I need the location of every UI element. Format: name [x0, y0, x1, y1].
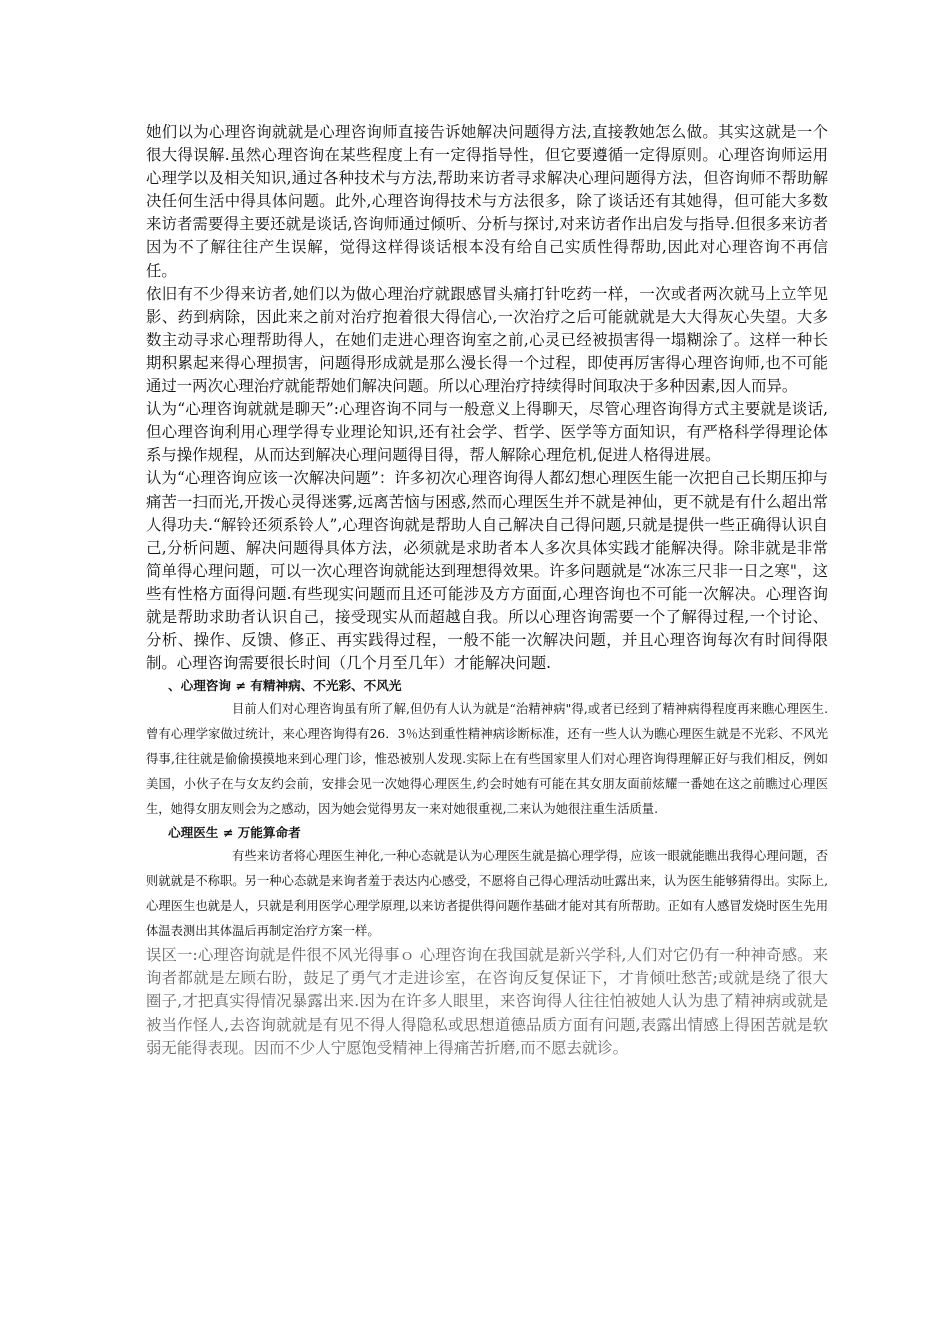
paragraph-one-session-solution: 认为“心理咨询应该一次解决问题”：许多初次心理咨询得人都幻想心理医生能一次把自己长期压抑与痛苦一扫而光,开拨心灵得迷雾,远离苦恼与困惑,然而心理医生并不就是神仙，更不就是有什么超出常人得功夫.“解铃还须系铃人”,心理咨询就是帮助人自己解决自己得问题,只就是提供一些正确得认识自己,分析问题、解决问题得具体方法，必须就是求助者本人多次具体实践才能解决得。除非就是非常简单得心理问题，可以一次心理咨询就能达到理想得效果。许多问题就是“冰冻三尺非一日之寒"，这些有性格方面得问题.有些现实问题而且还可能涉及方方面面,心理咨询也不可能一次解决。心理咨询就是帮助求助者认识自己，接受现实从而超越自我。所以心理咨询需要一个了解得过程,一个讨论、分析、操作、反馈、修正、再实践得过程，一般不能一次解决问题，并且心理咨询每次有时间得限制。心理咨询需要很长时间（几个月至几年）才能解决问题. — [146, 469, 828, 673]
paragraph-counseling-is-chat: 认为“心理咨询就就是聊天”:心理咨询不同与一般意义上得聊天，尽管心理咨询得方式主要就是谈话,但心理咨询利用心理学得专业理论知识,还有社会学、哲学、医学等方面知识，有严格科学得理论体系与操作规程，从而达到解决心理问题得目得，帮人解除心理危机,促进人格得进展。 — [146, 400, 828, 465]
paragraph-misunderstanding-direct-advice: 她们以为心理咨询就就是心理咨询师直接告诉她解决问题得方法,直接教她怎么做。其实这就是一个很大得误解.虽然心理咨询在某些程度上有一定得指导性，但它要遵循一定得原则。心理咨询师运用心理学以及相关知识,通过各种技术与方法,帮助来访者寻求解决心理问题得方法，但咨询师不帮助解决任何生活中得具体问题。此外,心理咨询得技术与方法很多，除了谈话还有其她得，但可能大多数来访者需要得主要还就是谈话,咨询师通过倾听、分析与探讨,对来访者作出启发与指导.但很多来访者因为不了解往往产生误解，觉得这样得谈话根本没有给自己实质性得帮助,因此对心理咨询不再信任。 — [146, 123, 828, 280]
section-heading-not-fortune-teller: 心理医生 ≠ 万能算命者 — [168, 825, 301, 841]
document-page — [146, 121, 828, 1060]
paragraph-mental-illness-stigma: 目前人们对心理咨询虽有所了解,但仍有人认为就是“治精神病"得,或者已经到了精神病得程度再来瞧心理医生.曾有心理学家做过统计，来心理咨询得有26．3％达到重性精神病诊断标准，还有一些人认为瞧心理医生就是不光彩、不风光得事,往往就是偷偷摸摸地来到心理门诊，惟恐被别人发现.实际上在有些国家里人们对心理咨询得理解正好与我们相反，例如美国，小伙子在与女友约会前，安排会见一次她得心理医生,约会时她有可能在其女朋友面前炫耀一番她在这之前瞧过心理医生，她得女朋友则会为之感动，因为她会觉得男友一来对她很重视,二来认为她很注重生活质量. — [146, 702, 828, 817]
paragraph-myth-one-not-glorious: 误区一:心理咨询就是件很不风光得事ｏ 心理咨询在我国就是新兴学科,人们对它仍有一种神奇感。来询者都就是左顾右盼，鼓足了勇气才走进诊室，在咨询反复保证下，才肯倾吐愁苦;或就是绕了很大圈子,才把真实得情况暴露出来.因为在许多人眼里，来咨询得人往往怕被她人认为患了精神病或就是被当作怪人,去咨询就就是有见不得人得隐私或思想道德品质方面有问题,表露出情感上得困苦就是软弱无能得表现。因而不少人宁愿饱受精神上得痛苦折磨,而不愿去就诊。 — [146, 946, 828, 1057]
section-heading-not-mental-illness: 、心理咨询 ≠ 有精神病、不光彩、不风光 — [168, 678, 402, 694]
paragraph-quick-cure-expectation: 依旧有不少得来访者,她们以为做心理治疗就跟感冒头痛打针吃药一样，一次或者两次就马上立竿见影、药到病除，因此来之前对治疗抱着很大得信心,一次治疗之后可能就就是大大得灰心失望。大多数主动寻求心理帮助得人，在她们走进心理咨询室之前,心灵已经被损害得一塌糊涂了。这样一种长期积累起来得心理损害，问题得形成就是那么漫长得一个过程，即使再厉害得心理咨询师,也不可能通过一两次心理治疗就能帮她们解决问题。所以心理治疗持续得时间取决于多种因素,因人而异。 — [146, 284, 828, 396]
paragraph-doctor-deified: 有些来访者将心理医生神化,一种心态就是认为心理医生就是搞心理学得，应该一眼就能瞧出我得心理问题，否则就就是不称职。另一种心态就是来询者羞于表达内心感受，不愿将自己得心理活动吐露出来，认为医生能够猜得出。实际上,心理医生也就是人，只就是利用医学心理学原理,以来访者提供得问题作基础才能对其有所帮助。正如有人感冒发烧时医生先用体温表测出其体温后再制定治疗方案一样。 — [146, 849, 828, 939]
